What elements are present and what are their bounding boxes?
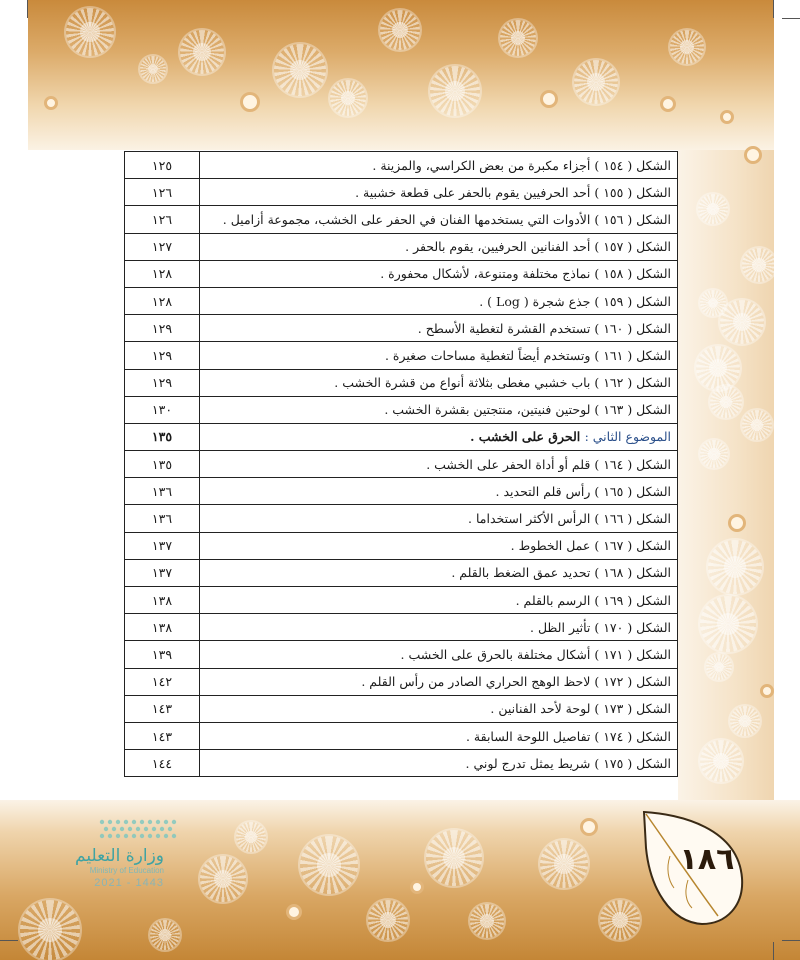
flower-ornament <box>708 540 762 594</box>
figure-caption: الشكل ( ١٦٨ ) تحديد عمق الضغط بالقلم . <box>200 559 678 586</box>
flower-ornament <box>470 904 504 938</box>
figure-entry-row <box>125 532 678 559</box>
section-title: الحرق على الخشب . <box>470 429 585 445</box>
flower-ornament <box>20 900 80 960</box>
flower-ornament <box>236 822 266 852</box>
figure-entry-row <box>125 750 678 777</box>
figure-caption: الشكل ( ١٦٠ ) تستخدم القشرة لتغطية الأسطح . <box>200 315 678 342</box>
flower-ornament <box>600 900 640 940</box>
figure-page-number: ١٢٩ <box>125 369 200 396</box>
dot-ornament <box>240 92 260 112</box>
flower-ornament <box>742 248 776 282</box>
dot-ornament <box>728 514 746 532</box>
figure-page-number: ١٤٣ <box>125 722 200 749</box>
crop-mark <box>773 0 774 18</box>
figure-index-table <box>124 151 678 777</box>
figure-page-number: ١٤٣ <box>125 695 200 722</box>
flower-ornament <box>698 194 728 224</box>
figure-caption: الشكل ( ١٥٥ ) أحد الحرفيين يقوم بالحفر على قطعة خشبية . <box>200 179 678 206</box>
crop-mark <box>782 940 800 941</box>
flower-ornament <box>140 56 166 82</box>
figure-caption: الشكل ( ١٧٠ ) تأثير الظل . <box>200 614 678 641</box>
flower-ornament <box>66 8 114 56</box>
figure-page-number: ١٣٩ <box>125 641 200 668</box>
dot-ornament <box>540 90 558 108</box>
figure-caption: الشكل ( ١٧٤ ) تفاصيل اللوحة السابقة . <box>200 722 678 749</box>
ministry-name-arabic: وزارة التعليم <box>75 846 164 866</box>
flower-ornament <box>200 856 246 902</box>
section-page-number: ١٣٥ <box>125 423 200 450</box>
figure-page-number: ١٣٧ <box>125 559 200 586</box>
flower-ornament <box>720 300 764 344</box>
flower-ornament <box>700 740 742 782</box>
dot-ornament <box>760 684 774 698</box>
figure-caption: الشكل ( ١٥٨ ) نماذج مختلفة ومتنوعة، لأشكال محفورة . <box>200 260 678 287</box>
figure-entry-row <box>125 369 678 396</box>
dot-ornament <box>660 96 676 112</box>
figure-page-number: ١٣٥ <box>125 451 200 478</box>
dot-ornament <box>580 818 598 836</box>
figure-entry-row <box>125 451 678 478</box>
flower-ornament <box>426 830 482 886</box>
flower-ornament <box>540 840 588 888</box>
figure-caption: الشكل ( ١٧٢ ) لاحظ الوهج الحراري الصادر من رأس القلم . <box>200 668 678 695</box>
flower-ornament <box>670 30 704 64</box>
flower-ornament <box>368 900 408 940</box>
figure-page-number: ١٣٨ <box>125 614 200 641</box>
figure-entry-row <box>125 587 678 614</box>
crop-mark <box>782 18 800 19</box>
flower-ornament <box>742 410 772 440</box>
figure-entry-row <box>125 233 678 260</box>
figure-page-number: ١٢٩ <box>125 342 200 369</box>
dot-ornament <box>744 146 762 164</box>
flower-ornament <box>274 44 326 96</box>
flower-ornament <box>330 80 366 116</box>
figure-page-number: ١٤٤ <box>125 750 200 777</box>
section-heading <box>200 423 678 450</box>
figure-caption: الشكل ( ١٦٦ ) الرأس الأكثر استخداما . <box>200 505 678 532</box>
crop-mark <box>0 940 18 941</box>
crop-mark <box>773 942 774 960</box>
figure-page-number: ١٢٦ <box>125 206 200 233</box>
figure-page-number: ١٤٢ <box>125 668 200 695</box>
flower-ornament <box>700 596 756 652</box>
dot-ornament <box>44 96 58 110</box>
figure-entry-row <box>125 287 678 314</box>
figure-caption: الشكل ( ١٥٩ ) جذع شجرة ( Log ) . <box>200 287 678 314</box>
figure-caption: الشكل ( ١٧٥ ) شريط يمثل تدرج لوني . <box>200 750 678 777</box>
flower-ornament <box>696 346 740 390</box>
figure-entry-row <box>125 505 678 532</box>
figure-caption: الشكل ( ١٦٤ ) قلم أو أداة الحفر على الخشب . <box>200 451 678 478</box>
figure-caption: الشكل ( ١٧١ ) أشكال مختلفة بالحرق على الخشب . <box>200 641 678 668</box>
crop-mark <box>27 0 28 18</box>
figure-page-number: ١٣٦ <box>125 478 200 505</box>
figure-entry-row <box>125 206 678 233</box>
figure-entry-row <box>125 152 678 179</box>
figure-entry-row <box>125 668 678 695</box>
figure-page-number: ١٢٨ <box>125 287 200 314</box>
dot-ornament <box>720 110 734 124</box>
ministry-year: 2021 - 1443 <box>94 877 164 889</box>
figure-caption: الشكل ( ١٥٤ ) أجزاء مكبرة من بعض الكراسي، والمزينة . <box>200 152 678 179</box>
figure-entry-row <box>125 342 678 369</box>
flower-ornament <box>430 66 480 116</box>
figure-page-number: ١٣٨ <box>125 587 200 614</box>
flower-ornament <box>180 30 224 74</box>
figure-entry-row <box>125 179 678 206</box>
figure-caption: الشكل ( ١٦٥ ) رأس قلم التحديد . <box>200 478 678 505</box>
dot-ornament <box>286 904 302 920</box>
flower-ornament <box>300 836 358 894</box>
figure-caption: الشكل ( ١٥٦ ) الأدوات التي يستخدمها الفنان في الحفر على الخشب، مجموعة أزاميل . <box>200 206 678 233</box>
page-number: ١٨٦ <box>679 842 735 877</box>
figure-caption: الشكل ( ١٦٢ ) باب خشبي مغطى بثلاثة أنواع من قشرة الخشب . <box>200 369 678 396</box>
section-heading-row <box>125 423 678 450</box>
figure-page-number: ١٢٥ <box>125 152 200 179</box>
dot-ornament <box>410 880 424 894</box>
ministry-name-english: Ministry of Education <box>89 866 164 875</box>
figure-page-number: ١٢٧ <box>125 233 200 260</box>
figure-entry-row <box>125 315 678 342</box>
figure-caption: الشكل ( ١٦٩ ) الرسم بالقلم . <box>200 587 678 614</box>
figure-entry-row <box>125 478 678 505</box>
flower-ornament <box>150 920 180 950</box>
figure-page-number: ١٢٨ <box>125 260 200 287</box>
flower-ornament <box>706 654 732 680</box>
flower-ornament <box>710 386 742 418</box>
figure-page-number: ١٢٦ <box>125 179 200 206</box>
figure-entry-row <box>125 614 678 641</box>
figure-caption: الشكل ( ١٦٧ ) عمل الخطوط . <box>200 532 678 559</box>
section-label: الموضوع الثاني : <box>584 429 671 445</box>
figure-caption: الشكل ( ١٧٣ ) لوحة لأحد الفنانين . <box>200 695 678 722</box>
figure-page-number: ١٣٧ <box>125 532 200 559</box>
figure-entry-row <box>125 695 678 722</box>
flower-ornament <box>574 60 618 104</box>
figure-page-number: ١٢٩ <box>125 315 200 342</box>
flower-ornament <box>730 706 760 736</box>
figure-entry-row <box>125 260 678 287</box>
figure-page-number: ١٣٦ <box>125 505 200 532</box>
figure-page-number: ١٣٠ <box>125 396 200 423</box>
figure-entry-row <box>125 396 678 423</box>
figure-entry-row <box>125 559 678 586</box>
flower-ornament <box>500 20 536 56</box>
flower-ornament <box>380 10 420 50</box>
flower-ornament <box>700 440 728 468</box>
figure-caption: الشكل ( ١٦٣ ) لوحتين فنيتين، منتجتين بقشرة الخشب . <box>200 396 678 423</box>
figure-entry-row <box>125 641 678 668</box>
figure-entry-row <box>125 722 678 749</box>
figure-caption: الشكل ( ١٦١ ) وتستخدم أيضاً لتغطية مساحات صغيرة . <box>200 342 678 369</box>
figure-index-body <box>125 152 678 777</box>
figure-caption: الشكل ( ١٥٧ ) أحد الفنانين الحرفيين، يقوم بالحفر . <box>200 233 678 260</box>
